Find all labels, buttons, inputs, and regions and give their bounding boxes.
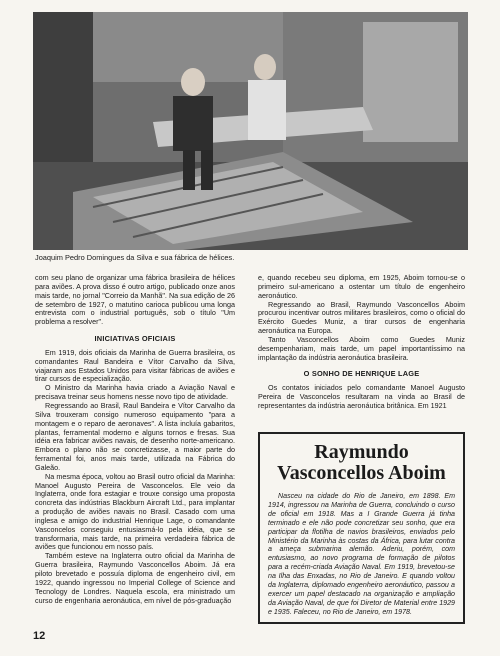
body-paragraph: Regressando ao Brasil, Raul Bandeira e Vítor Carvalho da Silva trouxeram consigo numeroso equipamento "para a montagem e o reparo de aeronaves". A lista incluía gabaritos, plantas, ferramental moderno e alguns tornos e fresas. Sua idéia era fabricar aviões navais, de desenho norte-americano. Embora o plano não se concretizasse, a maior parte do ferramental foi, anos mais tarde, utilizada na Fábrica do Galeão. [35, 400, 235, 472]
section-heading-sonho-henrique-lage: O SONHO DE HENRIQUE LAGE [303, 369, 420, 379]
factory-photo [33, 12, 468, 250]
bio-box-title: Raymundo Vasconcellos Aboim [277, 441, 446, 484]
page-number: 12 [33, 630, 46, 642]
section-heading-iniciativas-oficiais: INICIATIVAS OFICIAIS [94, 334, 176, 344]
body-paragraph: Na mesma época, voltou ao Brasil outro oficial da Marinha: Manoel Augusto Pereira de Vasconcelos. Ele veio da Inglaterra, onde fora estagiar e trouxe consigo uma proposta concreta das indústrias Blackburn Aircraft Ltd., para implantar a produção de aviões navais no Brasil. Casado com uma inglesa e amigo do industrial Henrique Lage, o comandante Vasconcelos conseguiu entusiasmá-lo pela idéia, que se transformaria, mais tarde, na primeira verdadeira fábrica de aviões que funcionou em nosso país. [35, 471, 235, 552]
factory-photo-illustration [33, 12, 468, 250]
photo-caption: Joaquim Pedro Domingues da Silva e sua fábrica de hélices. [35, 253, 235, 262]
body-paragraph: com seu plano de organizar uma fábrica brasileira de hélices para aviões. A prova disso é outro artigo, publicado onze anos mais tarde, no jornal "Correio da Manhã". Na sua edição de 26 de setembro de 1927, o matutino carioca publicou uma longa entrevista com o industrial português, sob o título "Um problema a resolver". [35, 273, 235, 327]
body-paragraph: e, quando recebeu seu diploma, em 1925, Aboim tornou-se o primeiro sul-americano a ostentar um título de engenheiro aeronáutico. [258, 273, 465, 300]
body-paragraph: Os contatos iniciados pelo comandante Manoel Augusto Pereira de Vasconcelos resultaram na vinda ao Brasil de representantes da indústria aeronáutica britânica. Em 1921 [258, 383, 465, 410]
bio-box [258, 432, 465, 624]
bio-box-text: Nasceu na cidade do Rio de Janeiro, em 1898. Em 1914, ingressou na Marinha de Guerra, concluindo o curso de oficial em 1918. Mas a I Grande Guerra já tinha terminado e ele não pode concretizar seu sonho, que era participar da flotilha de navios brasileiros, enviados pelo Ministério da Marinha às costas da África, para lutar contra a ameça submarina alemão. Aderiu, porém, com entusiasmo, ao novo programa de formação de pilotos para a recém-criada Aviação Naval. Em 1919, brevetou-se na Ilha das Enxadas, no Rio de Janeiro. E quando voltou da Inglaterra, diplomado engenheiro aeronáutico, passou a exercer um papel destacado na organização e ampliação da Aviação Naval, de que foi Diretor de Material entre 1929 e 1935. Faleceu, no Rio de Janeiro, em 1978. [268, 492, 455, 616]
body-paragraph: Também esteve na Inglaterra outro oficial da Marinha de Guerra brasileira, Raymundo Vasconcellos Aboim. Já era piloto brevetado e possuía diploma de engenheiro civil, em 1922, quando ingressou no Imperial College of Science and Tecnology de Londres. Naquela escola, era ministrado um curso de engenharia aeronáutica, em nível de pós-graduação [35, 551, 235, 605]
body-paragraph: Em 1919, dois oficiais da Marinha de Guerra brasileira, os comandantes Raul Bandeira e Vítor Carvalho da Silva, viajaram aos Estados Unidos para visitar fábricas de aviões e tirar cursos de especialização. [35, 347, 235, 384]
body-paragraph: Tanto Vasconcellos Aboim como Guedes Muniz desempenhariam, mais tarde, um papel importantíssimo na implantação da indústria aeronáutica brasileira. [258, 334, 465, 362]
left-column [35, 274, 235, 605]
body-paragraph: O Ministro da Marinha havia criado a Aviação Naval e precisava treinar seus homens nesse novo tipo de atividade. [35, 383, 235, 402]
right-column [258, 274, 465, 411]
body-paragraph: Regressando ao Brasil, Raymundo Vasconcellos Aboim procurou incentivar outros militares brasileiros, como o oficial do Exército Guedes Muniz, a tirar cursos de engenharia aeronáutica na Europa. [258, 299, 465, 336]
